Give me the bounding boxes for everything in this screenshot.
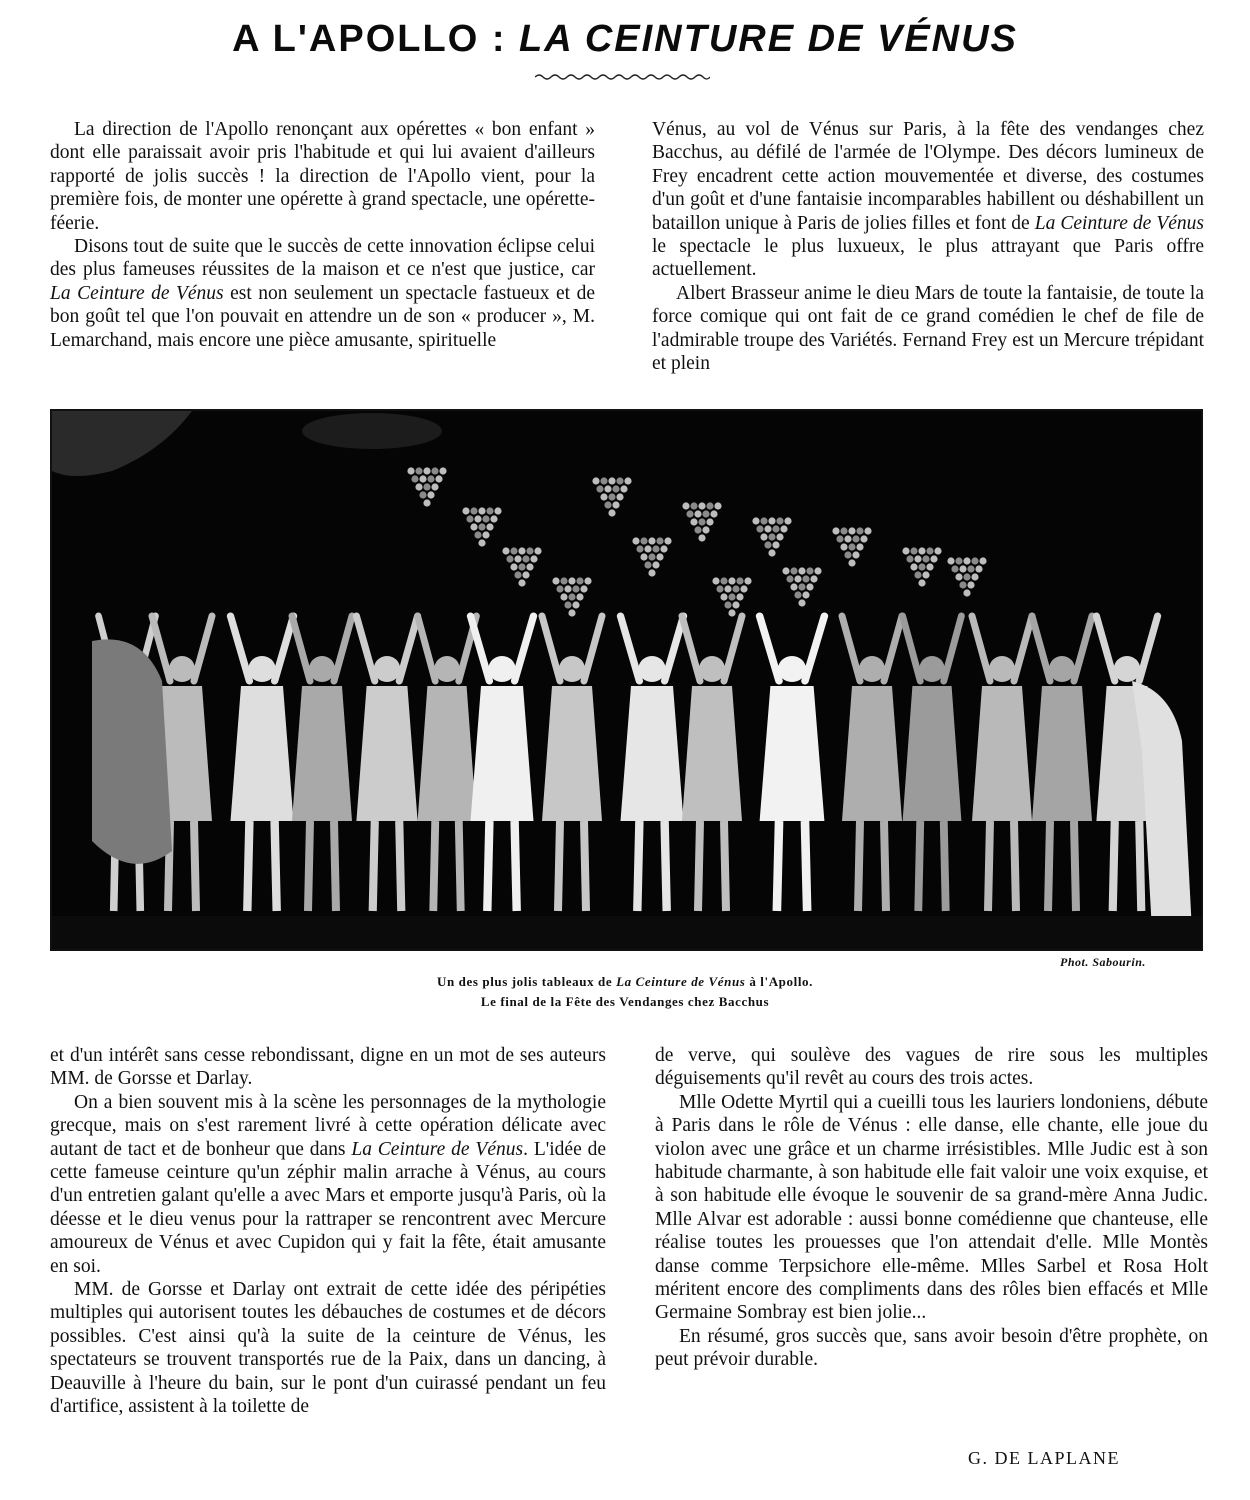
paragraph: et d'un intérêt sans cesse rebondissant, digne en un mot de ses auteurs MM. de Gorsse et Darlay. [50, 1045, 606, 1090]
paragraph: MM. de Gorsse et Darlay ont extrait de cette idée des péripéties multiples qui autorisent toutes les débauches de costumes et de décors possibles. C'est ainsi qu'à la suite de la ceinture de Vénus, les spectateurs se trouvent transportés rue de la Paix, dans un dancing, à Deauville à l'heure du bain, sur le pont d'un cuirassé pendant un feu d'artifice, assistent à la toilette de [50, 1279, 606, 1418]
paragraph: On a bien souvent mis à la scène les personnages de la mythologie grecque, mais on s'est rarement livré à cette opération délicate avec autant de tact et de bonheur que dans La Ceinture de Vénus. L'idée de cette fameuse ceinture qu'un zéphir malin arrache à Vénus, au cours d'un entretien galant qu'elle a avec Mars et emporte jusqu'à Paris, où la déesse et le dieu venus pour la rattraper se rencontrent avec Mercure amoureux de Vénus et avec Cupidon qui y fait la fête, était amusante en soi. [50, 1091, 606, 1277]
paragraph: Disons tout de suite que le succès de cette innovation éclipse celui des plus fameuses réussites de la maison et ce n'est que justice, car La Ceinture de Vénus est non seulement un spectacle fastueux et de bon goût tel que l'on pouvait en attendre un de son « producer », M. Lemarchand, mais encore une pièce amusante, spirituelle [50, 236, 595, 351]
author-signature: G. DE LAPLANE [968, 1448, 1120, 1468]
paragraph: En résumé, gros succès que, sans avoir besoin d'être prophète, on peut prévoir durable. [655, 1325, 1208, 1371]
column-4 [655, 1044, 1208, 1372]
caption-line-2: Le final de la Fête des Vendanges chez Bacchus [480, 994, 770, 1009]
title-main: LA CEINTURE DE VÉNUS [519, 18, 1018, 60]
paragraph: Albert Brasseur anime le dieu Mars de toute la fantaisie, de toute la force comique qui ont fait de ce grand comédien le chef de file de l'admirable troupe des Variétés. Fernand Frey est un Mercure trépidant et plein [652, 282, 1204, 375]
foliage-top [302, 413, 442, 449]
photo-credit: Phot. Sabourin. [1060, 955, 1146, 969]
paragraph: La direction de l'Apollo renonçant aux opérettes « bon enfant » dont elle paraissait avoir pris l'habitude et qui lui avaient d'ailleurs rapporté de jolis succès ! la direction de l'Apollo vient, pour la première fois, de monter une opérette à grand spectacle, une opérette-féerie. [50, 119, 595, 234]
paragraph: Vénus, au vol de Vénus sur Paris, à la fête des vendanges chez Bacchus, au défilé de l'armée de l'Olympe. Des décors lumineux de Frey encadrent cette action mouvementée et diverse, des costumes d'un goût et d'une fantaisie incomparables habillent ou déshabillent un bataillon unique à Paris de jolies filles et font de La Ceinture de Vénus le spectacle le plus luxueux, le plus attrayant que Paris offre actuellement. [652, 119, 1204, 281]
caption-line-1: Un des plus jolis tableaux de La Ceinture de Vénus à l'Apollo. [437, 974, 813, 989]
title-prefix: A L'APOLLO : [232, 18, 520, 60]
column-2 [652, 118, 1204, 375]
paragraph: Mlle Odette Myrtil qui a cueilli tous les lauriers londoniens, débute à Paris dans le rôle de Vénus : elle danse, elle chante, elle joue du violon avec une grâce et un charme irrésistibles. Mlle Judic est à son habitude charmante, à son habitude elle fait valoir une voix exquise, et à son habitude elle évoque le souvenir de sa grand-mère Anna Judic. Mlle Alvar est adorable : aussi bonne comédienne que chanteuse, elle réalise toutes les prouesses que l'on attendait d'elle. Mlle Montès danse comme Terpsichore elle-même. Mlles Sarbel et Rosa Holt méritent encore des compliments dans des rôles bien effacés et Mlle Germaine Sombray est bien jolie... [655, 1091, 1208, 1324]
paragraph: de verve, qui soulève des vagues de rire sous les multiples déguisements qu'il revêt au cours des trois actes. [655, 1045, 1208, 1090]
stage-floor [52, 916, 1201, 949]
column-3 [50, 1044, 606, 1419]
stage-scene-illustration [52, 411, 1201, 949]
photo-caption [250, 972, 1000, 1012]
column-1 [50, 118, 595, 352]
title-ornament [535, 72, 710, 82]
article-title [0, 18, 1250, 70]
stage-photograph [50, 409, 1203, 951]
photo-background [52, 411, 1201, 949]
